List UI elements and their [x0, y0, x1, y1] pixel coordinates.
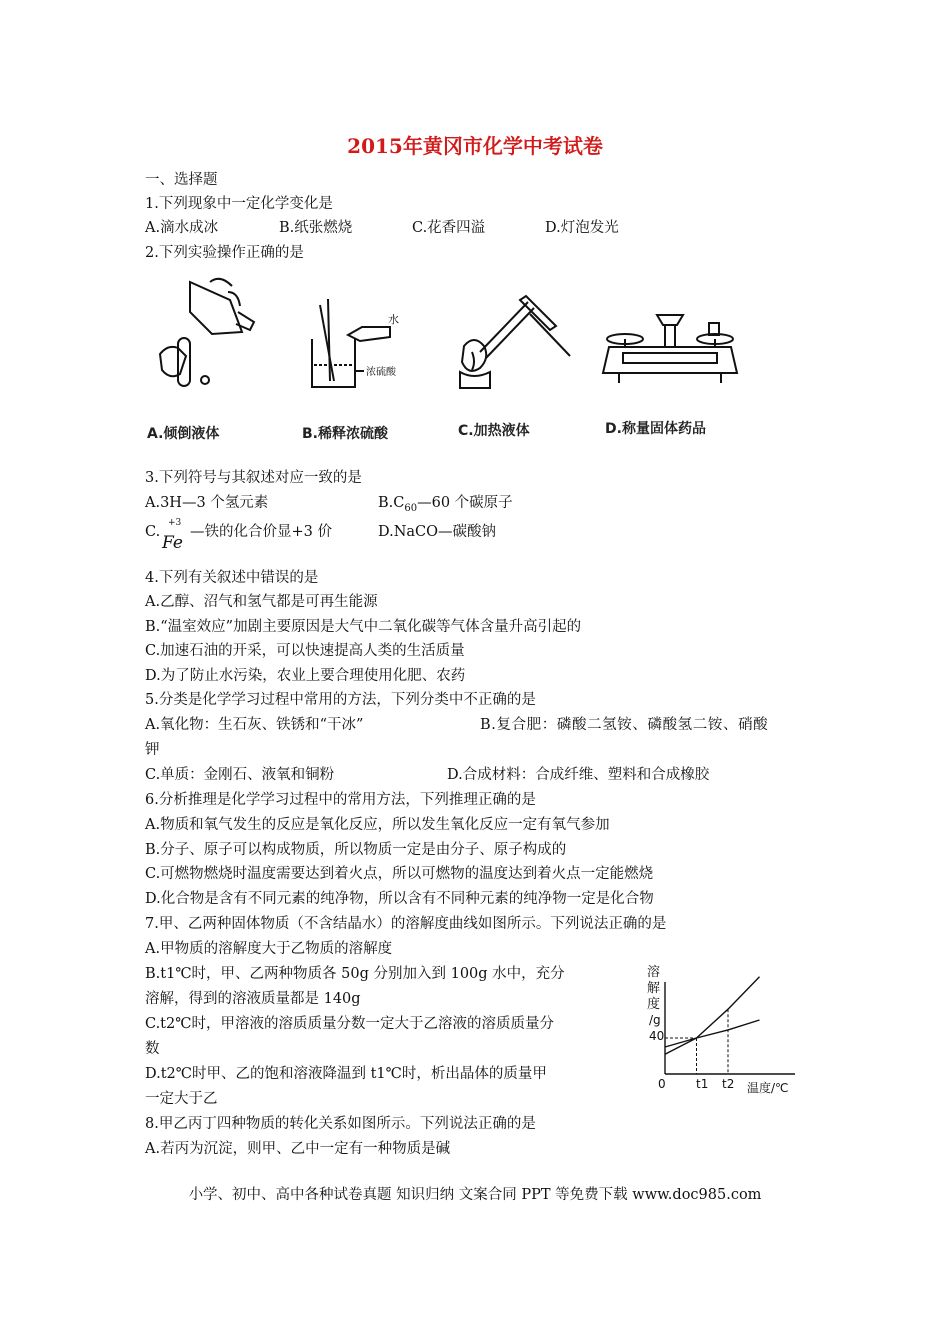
heating-liquid-figure	[450, 292, 580, 392]
q7-option-b-line1: B.t1℃时，甲、乙两种物质各 50g 分别加入到 100g 水中，充分	[145, 966, 565, 982]
dilute-acid-figure	[300, 295, 410, 395]
q1-option-b: B.纸张燃烧	[279, 220, 353, 236]
question-7-stem: 7.甲、乙两种固体物质（不含结晶水）的溶解度曲线如图所示。下列说法正确的是	[145, 916, 667, 932]
q4-option-a: A.乙醇、沼气和氢气都是可再生能源	[145, 594, 378, 610]
q7-option-d-line2: 一定大于乙	[145, 1091, 218, 1107]
q5-option-a: A.氧化物：生石灰、铁锈和“干冰”	[145, 717, 364, 733]
water-label: 水	[388, 313, 399, 326]
q6-option-c: C.可燃物燃烧时温度需要达到着火点，所以可燃物的温度达到着火点一定能燃烧	[145, 866, 654, 882]
q7-option-c-line2: 数	[145, 1041, 160, 1057]
q5-option-b: B.复合肥：磷酸二氢铵、磷酸氢二铵、硝酸	[480, 717, 769, 733]
q6-option-d: D.化合物是含有不同元素的纯净物，所以含有不同种元素的纯净物一定是化合物	[145, 891, 654, 907]
chart-ylabel-1: 溶	[647, 965, 661, 980]
section-heading: 一、选择题	[145, 172, 218, 188]
chart-origin-label: 0	[658, 1077, 666, 1091]
balance-figure	[595, 305, 745, 385]
q3-option-b	[378, 493, 513, 519]
q4-option-c: C.加速石油的开采，可以快速提高人类的生活质量	[145, 643, 465, 659]
q7-option-a: A.甲物质的溶解度大于乙物质的溶解度	[145, 941, 393, 957]
chart-xlabel: 温度/℃	[747, 1081, 789, 1095]
q1-option-a: A.滴水成冰	[145, 220, 219, 236]
question-2-stem: 2.下列实验操作正确的是	[145, 245, 304, 261]
q4-option-b: B.“温室效应”加剧主要原因是大气中二氧化碳等气体含量升高引起的	[145, 619, 582, 635]
chart-y-tick-40: 40	[649, 1029, 665, 1043]
q4-option-d: D.为了防止水污染，农业上要合理使用化肥、农药	[145, 668, 466, 684]
q3-c-symbol: Fe	[162, 533, 183, 553]
chart-x-tick-t1: t1	[696, 1077, 709, 1091]
solubility-chart	[645, 962, 805, 1098]
q5-option-c: C.单质：金刚石、液氧和铜粉	[145, 767, 335, 783]
question-1-stem: 1.下列现象中一定化学变化是	[145, 196, 333, 212]
question-8-stem: 8.甲乙丙丁四种物质的转化关系如图所示。下列说法正确的是	[145, 1116, 536, 1132]
q3-option-d: D.NaCO—碳酸钠	[378, 524, 497, 540]
q5-option-d: D.合成材料：合成纤维、塑料和合成橡胶	[447, 767, 710, 783]
figure-caption-c: C.加热液体	[458, 423, 530, 439]
figure-caption-d: D.称量固体药品	[605, 421, 706, 437]
q1-option-c: C.花香四溢	[412, 220, 486, 236]
figure-caption-a: A.倾倒液体	[147, 426, 220, 442]
question-5-stem: 5.分类是化学学习过程中常用的方法，下列分类中不正确的是	[145, 692, 536, 708]
acid-label: 浓硫酸	[366, 367, 396, 378]
q3-b-suffix: —60 个碳原子	[417, 495, 513, 511]
chart-ylabel-4: /g	[649, 1013, 661, 1027]
page-footer: 小学、初中、高中各种试卷真题 知识归纳 文案合同 PPT 等免费下载 www.doc985.com	[188, 1187, 762, 1203]
chart-x-tick-t2: t2	[722, 1077, 735, 1091]
q3-b-prefix: B.C	[378, 495, 405, 511]
chart-ylabel-3: 度	[647, 997, 661, 1012]
figure-caption-b: B.稀释浓硫酸	[302, 426, 388, 442]
pouring-liquid-figure	[150, 272, 260, 392]
page-title: 2015年黄冈市化学中考试卷	[347, 134, 603, 158]
question-6-stem: 6.分析推理是化学学习过程中的常用方法，下列推理正确的是	[145, 792, 536, 808]
q3-c-valence: +3	[168, 518, 182, 528]
q7-option-c-line1: C.t2℃时，甲溶液的溶质质量分数一定大于乙溶液的溶质质量分	[145, 1016, 554, 1032]
q1-option-d: D.灯泡发光	[545, 220, 619, 236]
q3-option-c: C.	[145, 524, 161, 540]
q3-option-a: A.3H—3 个氢元素	[145, 495, 269, 511]
q8-option-a: A.若丙为沉淀，则甲、乙中一定有一种物质是碱	[145, 1141, 451, 1157]
q3-c-text: —铁的化合价显+3 价	[190, 524, 332, 540]
q6-option-a: A.物质和氧气发生的反应是氧化反应，所以发生氧化反应一定有氧气参加	[145, 817, 610, 833]
q3-b-subscript: 60	[404, 502, 418, 514]
question-3-stem: 3.下列符号与其叙述对应一致的是	[145, 470, 362, 486]
chart-ylabel-2: 解	[647, 981, 661, 996]
q7-option-b-line2: 溶解，得到的溶液质量都是 140g	[145, 991, 361, 1007]
question-4-stem: 4.下列有关叙述中错误的是	[145, 570, 319, 586]
q7-option-d-line1: D.t2℃时甲、乙的饱和溶液降温到 t1℃时，析出晶体的质量甲	[145, 1066, 547, 1082]
q5-option-b-cont: 钾	[145, 742, 160, 758]
q6-option-b: B.分子、原子可以构成物质，所以物质一定是由分子、原子构成的	[145, 842, 567, 858]
